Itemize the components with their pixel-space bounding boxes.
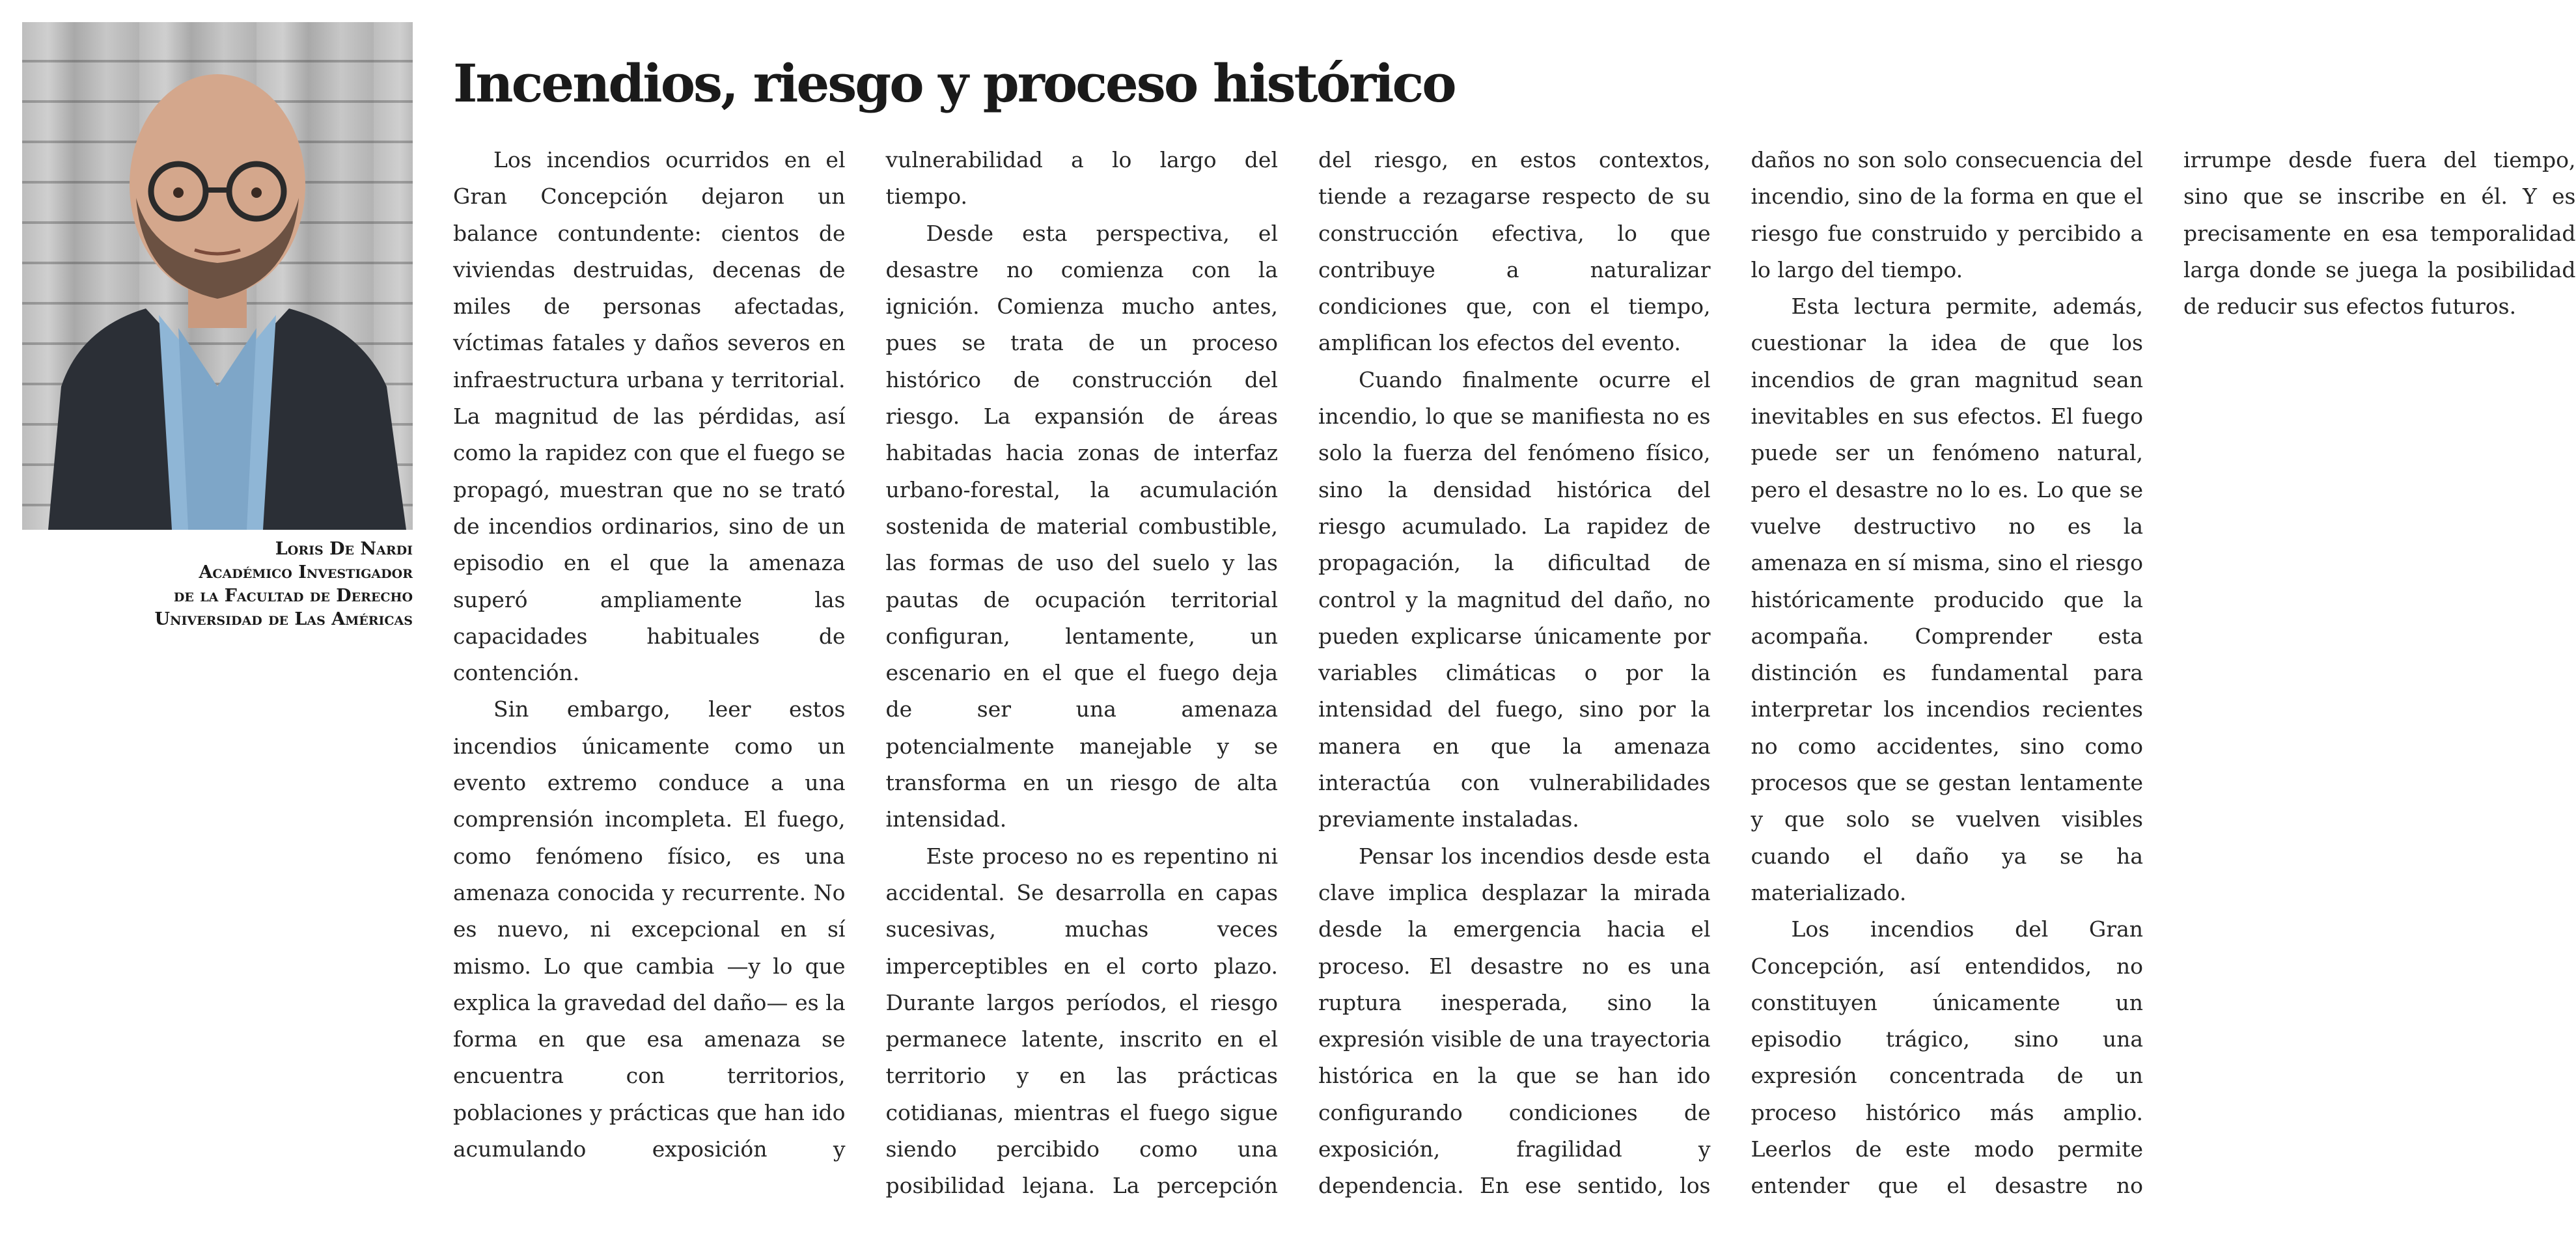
author-role: Académico Investigador <box>199 562 413 582</box>
paragraph: Pensar los incendios desde esta clave implica desplazar la mirada desde la emergencia hacia el proceso. El desastre no es una ruptura inesperada, sino la expresión visible de una trayectoria histórica en la que se han ido configurando condiciones de exposición, fragilidad y dependencia. En ese sentido, los daños no son solo consecuencia del incendio, sino de la forma en que el riesgo fue construido y percibido a lo largo del tiempo. <box>1318 147 2143 1199</box>
paragraph: Los incendios ocurridos en el Gran Concepción dejaron un balance contundente: cientos de viviendas destruidas, decenas de miles de personas afectadas, víctimas fatales y daños severos en infraestructura urbana y territorial. La magnitud de las pérdidas, así como la rapidez con que el fuego se propagó, muestran que no se trató de incendios ordinarios, sino de un episodio en el que la amenaza superó ampliamente las capacidades habituales de contención. <box>453 147 846 686</box>
paragraph: Los incendios del Gran Concepción, así entendidos, no constituyen únicamente un episodio trágico, sino una expresión concentrada de un proceso histórico más amplio. Leerlos de este modo permite entender que el desastre no irrumpe desde fuera del tiempo, sino que se inscribe en él. Y es precisamente en esa temporalidad larga donde se juega la posibilidad de reducir sus efectos futuros. <box>1751 147 2576 1199</box>
paragraph: Desde esta perspectiva, el desastre no comienza con la ignición. Comienza mucho antes, pues se trata de un proceso histórico de construcción del riesgo. La expansión de áreas habitadas hacia zonas de interfaz urbano-forestal, la acumulación sostenida de material combustible, las formas de uso del suelo y las pautas de ocupación territorial configuran, lentamente, un escenario en el que el fuego deja de ser una amenaza potencialmente manejable y se transforma en un riesgo de alta intensidad. <box>885 220 1278 832</box>
article-headline: Incendios, riesgo y proceso histórico <box>453 53 1455 114</box>
paragraph: Esta lectura permite, además, cuestionar la idea de que los incendios de gran magnitud sean inevitables en sus efectos. El fuego puede ser un fenómeno natural, pero el desastre no lo es. Lo que se vuelve destructivo no es la amenaza en sí misma, sino el riesgo históricamente producido que la acompaña. Comprender esta distinción es fundamental para interpretar los incendios recientes no como accidentes, sino como procesos que se gestan lentamente y que solo se vuelven visibles cuando el daño ya se ha materializado. <box>1751 294 2143 905</box>
article-body <box>453 142 2576 1235</box>
author-university: Universidad de Las Américas <box>154 609 413 629</box>
paragraph: Cuando finalmente ocurre el incendio, lo que se manifiesta no es solo la fuerza del fenómeno físico, sino la densidad histórica del riesgo acumulado. La rapidez de propagación, la dificultad de control y la magnitud del daño, no pueden explicarse únicamente por variables climáticas o por la intensidad del fuego, sino por la manera en que la amenaza interactúa con vulnerabilidades previamente instaladas. <box>1318 366 1711 832</box>
author-caption <box>78 538 413 631</box>
author-photo <box>22 22 413 530</box>
paragraph: Sin embargo, leer estos incendios únicamente como un evento extremo conduce a una comprensión incompleta. El fuego, como fenómeno físico, es una amenaza conocida y recurrente. No es nuevo, ni excepcional en sí mismo. Lo que cambia —y lo que explica la gravedad del daño— es la forma en que esa amenaza se encuentra con territorios, poblaciones y prácticas que han ido acumulando exposición y vulnerabilidad a lo largo del tiempo. <box>453 147 1278 1162</box>
author-name: Loris De Nardi <box>275 539 413 559</box>
paragraph: Este proceso no es repentino ni accidental. Se desarrolla en capas sucesivas, muchas veces imperceptibles en el corto plazo. Durante largos períodos, el riesgo permanece latente, inscrito en el territorio y en las prácticas cotidianas, mientras el fuego sigue siendo percibido como una posibilidad lejana. La percepción del riesgo, en estos contextos, tiende a rezagarse respecto de su construcción efectiva, lo que contribuye a naturalizar condiciones que, con el tiempo, amplifican los efectos del evento. <box>885 147 1711 1199</box>
author-faculty: de la Facultad de Derecho <box>173 586 413 606</box>
